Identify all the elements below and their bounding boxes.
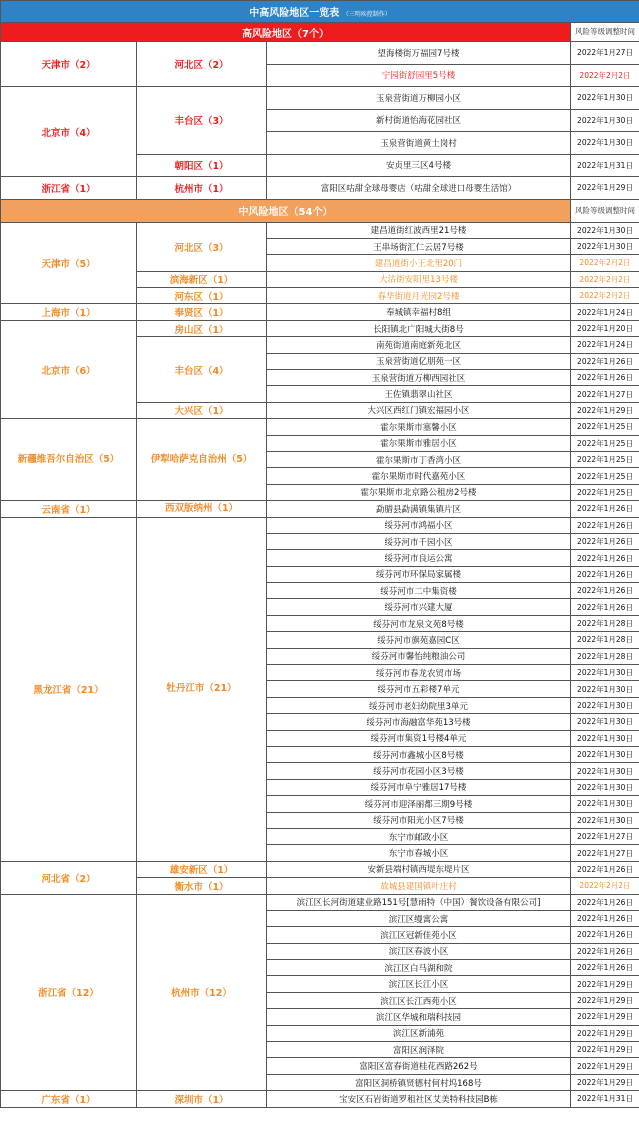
table-row (1, 894, 639, 910)
address-cell: 绥芬河市迎泽丽都三期9号楼 (267, 796, 571, 812)
date-cell: 2022年1月29日 (571, 1058, 639, 1074)
address-cell: 故城县建国镇叶庄村 (267, 878, 571, 894)
date-cell: 2022年1月30日 (571, 779, 639, 795)
date-cell: 2022年1月24日 (571, 337, 639, 353)
date-cell: 2022年1月29日 (571, 177, 639, 200)
city-cell: 雄安新区（1） (137, 861, 267, 877)
date-cell: 2022年1月30日 (571, 665, 639, 681)
address-cell: 富阳区润泽院 (267, 1042, 571, 1058)
date-cell: 2022年1月28日 (571, 648, 639, 664)
date-cell: 2022年1月29日 (571, 1025, 639, 1041)
address-cell: 东宁市春城小区 (267, 845, 571, 861)
address-cell: 霍尔果斯市丁香湾小区 (267, 451, 571, 467)
address-cell: 滨江区新浦苑 (267, 1025, 571, 1041)
province-cell: 北京市（6） (1, 320, 137, 418)
date-cell: 2022年1月26日 (571, 894, 639, 910)
address-cell: 绥芬河市集资1号楼4单元 (267, 730, 571, 746)
date-cell: 2022年1月26日 (571, 533, 639, 549)
table-row (1, 304, 639, 320)
mid-time-header: 风险等级调整时间 (571, 199, 639, 222)
high-risk-header-row (1, 23, 639, 42)
date-cell: 2022年1月29日 (571, 1009, 639, 1025)
date-cell: 2022年1月26日 (571, 927, 639, 943)
mid-risk-header-row (1, 199, 639, 222)
address-cell: 奉城镇幸福村8组 (267, 304, 571, 320)
address-cell: 长阳镇北广阳城大街8号 (267, 320, 571, 336)
date-cell: 2022年2月2日 (571, 878, 639, 894)
address-cell: 玉泉营街道万柳园小区 (267, 87, 571, 110)
date-cell: 2022年1月30日 (571, 747, 639, 763)
date-cell: 2022年1月26日 (571, 353, 639, 369)
date-cell: 2022年1月31日 (571, 1091, 639, 1107)
date-cell: 2022年1月30日 (571, 763, 639, 779)
city-cell: 西双版纳州（1） (137, 501, 267, 517)
date-cell: 2022年1月27日 (571, 828, 639, 844)
province-cell: 云南省（1） (1, 501, 137, 517)
date-cell: 2022年1月20日 (571, 320, 639, 336)
address-cell: 南苑街道南庭新苑北区 (267, 337, 571, 353)
address-cell: 霍尔果斯市雅居小区 (267, 435, 571, 451)
title-text: 中高风险地区一览表 (249, 8, 340, 19)
date-cell: 2022年1月27日 (571, 845, 639, 861)
date-cell: 2022年1月26日 (571, 370, 639, 386)
date-cell: 2022年1月27日 (571, 42, 639, 65)
date-cell: 2022年2月2日 (571, 255, 639, 271)
address-cell: 建昌道街小王北里20门 (267, 255, 571, 271)
address-cell: 望海楼街万福园7号楼 (267, 42, 571, 65)
address-cell: 绥芬河市阳光小区7号楼 (267, 812, 571, 828)
date-cell: 2022年1月29日 (571, 402, 639, 418)
city-cell: 朝阳区（1） (137, 154, 267, 177)
city-cell: 深圳市（1） (137, 1091, 267, 1107)
date-cell: 2022年1月30日 (571, 812, 639, 828)
address-cell: 勐腊县勐满镇集镇片区 (267, 501, 571, 517)
table-row (1, 861, 639, 877)
address-cell: 滨江区白马湖和院 (267, 960, 571, 976)
address-cell: 绥芬河市旗苑嘉园C区 (267, 632, 571, 648)
address-cell: 绥芬河市馨怡纯粮油公司 (267, 648, 571, 664)
city-cell: 河北区（3） (137, 222, 267, 271)
date-cell: 2022年1月28日 (571, 615, 639, 631)
date-cell: 2022年1月29日 (571, 1042, 639, 1058)
city-cell: 伊犁哈萨克自治州（5） (137, 419, 267, 501)
address-cell: 大沽街安阳里13号楼 (267, 271, 571, 287)
table-row (1, 1091, 639, 1107)
mid-risk-header: 中风险地区（54个） (1, 199, 571, 222)
date-cell: 2022年1月26日 (571, 566, 639, 582)
date-cell: 2022年1月26日 (571, 910, 639, 926)
city-cell: 丰台区（4） (137, 337, 267, 403)
date-cell: 2022年1月26日 (571, 517, 639, 533)
date-cell: 2022年1月25日 (571, 435, 639, 451)
city-cell: 房山区（1） (137, 320, 267, 336)
date-cell: 2022年1月30日 (571, 681, 639, 697)
city-cell: 牡丹江市（21） (137, 517, 267, 861)
province-cell: 天津市（2） (1, 42, 137, 87)
address-cell: 绥芬河市环保局家属楼 (267, 566, 571, 582)
address-cell: 滨江区春波小区 (267, 943, 571, 959)
address-cell: 绥芬河市二中集资楼 (267, 583, 571, 599)
address-cell: 霍尔果斯市北京路公租房2号楼 (267, 484, 571, 500)
date-cell: 2022年1月30日 (571, 238, 639, 254)
date-cell: 2022年1月30日 (571, 730, 639, 746)
date-cell: 2022年1月25日 (571, 468, 639, 484)
date-cell: 2022年1月25日 (571, 484, 639, 500)
date-cell: 2022年1月26日 (571, 550, 639, 566)
address-cell: 春华街道月光园2号楼 (267, 288, 571, 304)
date-cell: 2022年1月29日 (571, 1074, 639, 1090)
date-cell: 2022年1月30日 (571, 222, 639, 238)
address-cell: 富阳区洞桥镇贤德村何村坞168号 (267, 1074, 571, 1090)
date-cell: 2022年1月31日 (571, 154, 639, 177)
address-cell: 绥芬河市龙泉文苑8号楼 (267, 615, 571, 631)
address-cell: 绥芬河市千园小区 (267, 533, 571, 549)
province-cell: 新疆维吾尔自治区（5） (1, 419, 137, 501)
date-cell: 2022年1月26日 (571, 583, 639, 599)
date-cell: 2022年1月30日 (571, 796, 639, 812)
address-cell: 绥芬河市春龙农贸市场 (267, 665, 571, 681)
date-cell: 2022年1月29日 (571, 976, 639, 992)
date-cell: 2022年1月25日 (571, 451, 639, 467)
province-cell: 河北省（2） (1, 861, 137, 894)
city-cell: 大兴区（1） (137, 402, 267, 418)
city-cell: 河东区（1） (137, 288, 267, 304)
date-cell: 2022年1月24日 (571, 304, 639, 320)
address-cell: 玉泉营街道黄土岗村 (267, 132, 571, 155)
table-row (1, 320, 639, 336)
table-row (1, 42, 639, 65)
table-row (1, 222, 639, 238)
province-cell: 浙江省（1） (1, 177, 137, 200)
date-cell: 2022年1月25日 (571, 419, 639, 435)
address-cell: 滨江区长河街道建业路151号[慧雨特（中国）餐饮设备有限公司] (267, 894, 571, 910)
address-cell: 滨江区华城和瑞科技园 (267, 1009, 571, 1025)
table-row (1, 501, 639, 517)
date-cell: 2022年1月30日 (571, 132, 639, 155)
high-risk-header: 高风险地区（7个） (1, 23, 571, 42)
city-cell: 衡水市（1） (137, 878, 267, 894)
address-cell: 宝安区石岩街道罗租社区艾美特科技园B栋 (267, 1091, 571, 1107)
high-time-header: 风险等级调整时间 (571, 23, 639, 42)
address-cell: 建昌道街红波西里21号楼 (267, 222, 571, 238)
address-cell: 霍尔果斯市塞馨小区 (267, 419, 571, 435)
address-cell: 滨江区冠新佳苑小区 (267, 927, 571, 943)
city-cell: 杭州市（1） (137, 177, 267, 200)
table-row (1, 87, 639, 110)
address-cell: 富阳区富春街道桂花西路262号 (267, 1058, 571, 1074)
address-cell: 绥芬河市阜宁雅居17号楼 (267, 779, 571, 795)
page-title (1, 1, 639, 23)
address-cell: 绥芬河市五彩楼7单元 (267, 681, 571, 697)
city-cell: 杭州市（12） (137, 894, 267, 1091)
address-cell: 玉泉营街道亿朋苑一区 (267, 353, 571, 369)
province-cell: 上海市（1） (1, 304, 137, 320)
province-cell: 天津市（5） (1, 222, 137, 304)
address-cell: 绥芬河市兴建大厦 (267, 599, 571, 615)
date-cell: 2022年2月2日 (571, 64, 639, 87)
address-cell: 绥芬河市鑫城小区8号楼 (267, 747, 571, 763)
address-cell: 绥芬河市海融富华苑13号楼 (267, 714, 571, 730)
city-cell: 河北区（2） (137, 42, 267, 87)
province-cell: 北京市（4） (1, 87, 137, 177)
table-row (1, 177, 639, 200)
address-cell: 宁园街舒园里5号楼 (267, 64, 571, 87)
address-cell: 富阳区咕甜全球母婴店（咕甜全球进口母婴生活馆） (267, 177, 571, 200)
date-cell: 2022年1月26日 (571, 599, 639, 615)
date-cell: 2022年1月30日 (571, 714, 639, 730)
province-cell: 浙江省（12） (1, 894, 137, 1091)
date-cell: 2022年1月30日 (571, 697, 639, 713)
address-cell: 绥芬河市良运公寓 (267, 550, 571, 566)
address-cell: 新村街道怡海花园社区 (267, 109, 571, 132)
address-cell: 绥芬河市老妇幼院里3单元 (267, 697, 571, 713)
date-cell: 2022年2月2日 (571, 288, 639, 304)
address-cell: 安贞里三区4号楼 (267, 154, 571, 177)
address-cell: 滨江区长江小区 (267, 976, 571, 992)
date-cell: 2022年1月30日 (571, 87, 639, 110)
date-cell: 2022年1月27日 (571, 386, 639, 402)
address-cell: 滨江区长江西苑小区 (267, 992, 571, 1008)
province-cell: 广东省（1） (1, 1091, 137, 1107)
address-cell: 绥芬河市花园小区3号楼 (267, 763, 571, 779)
address-cell: 东宁市邮政小区 (267, 828, 571, 844)
date-cell: 2022年1月26日 (571, 943, 639, 959)
date-cell: 2022年2月2日 (571, 271, 639, 287)
address-cell: 王佐镇翡翠山社区 (267, 386, 571, 402)
city-cell: 丰台区（3） (137, 87, 267, 155)
date-cell: 2022年1月29日 (571, 992, 639, 1008)
address-cell: 玉泉营街道万柳西园社区 (267, 370, 571, 386)
address-cell: 安新县端村镇西堤东堤片区 (267, 861, 571, 877)
date-cell: 2022年1月28日 (571, 632, 639, 648)
date-cell: 2022年1月26日 (571, 501, 639, 517)
address-cell: 大兴区西红门镇宏福园小区 (267, 402, 571, 418)
address-cell: 滨江区缦寓公寓 (267, 910, 571, 926)
table-row (1, 419, 639, 435)
address-cell: 霍尔果斯市时代嘉苑小区 (267, 468, 571, 484)
title-subtitle: （三明疾控制作） (342, 11, 391, 18)
city-cell: 滨海新区（1） (137, 271, 267, 287)
date-cell: 2022年1月26日 (571, 861, 639, 877)
address-cell: 王串场街汇仁云居7号楼 (267, 238, 571, 254)
province-cell: 黑龙江省（21） (1, 517, 137, 861)
address-cell: 绥芬河市鸿福小区 (267, 517, 571, 533)
date-cell: 2022年1月30日 (571, 109, 639, 132)
city-cell: 奉贤区（1） (137, 304, 267, 320)
date-cell: 2022年1月26日 (571, 960, 639, 976)
table-row (1, 517, 639, 533)
